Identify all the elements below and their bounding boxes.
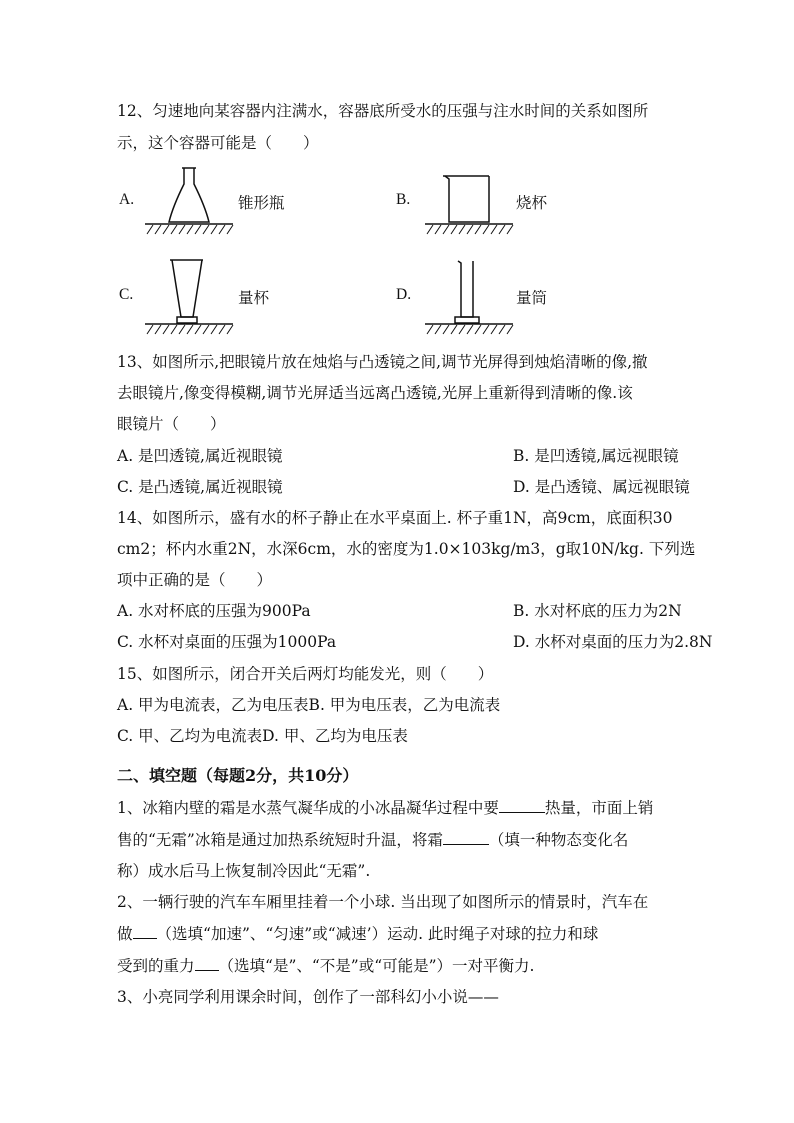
f1-blank-1 bbox=[499, 798, 545, 813]
q12-option-d-letter: D. bbox=[396, 286, 412, 303]
f1-blank-2 bbox=[443, 830, 489, 845]
q12-option-a-label: 锥形瓶 bbox=[238, 194, 285, 212]
f1-text-1a: 1、冰箱内壁的霜是水蒸气凝华成的小冰晶凝华过程中要 bbox=[117, 799, 499, 817]
q12-line-1: 12、匀速地向某容器内注满水，容器底所受水的压强与注水时间的关系如图所 bbox=[117, 102, 649, 120]
section-title: 二、填空题（每题2分，共10分） bbox=[117, 766, 359, 785]
f2-blank-1 bbox=[133, 924, 157, 939]
q14-line-1: 14、如图所示，盛有水的杯子静止在水平桌面上. 杯子重1N，高9cm，底面积30 bbox=[117, 509, 673, 527]
q12-option-c-label: 量杯 bbox=[238, 289, 270, 307]
f2-line-3 bbox=[117, 956, 714, 976]
f2-text-2b: （选填“加速”、“匀速”或“减速’）运动. 此时绳子对球的拉力和球 bbox=[156, 925, 599, 943]
q14-line-3: 项中正确的是（ ） bbox=[117, 571, 273, 589]
q14-line-2: cm2；杯内水重2N，水深6cm，水的密度为1.0×103kg/m3，g取10N/kg. 下列选 bbox=[117, 540, 696, 558]
f1-text-2a: 售的“无霜”冰箱是通过加热系统短时升温，将霜 bbox=[117, 831, 443, 849]
conical-flask-icon bbox=[143, 164, 235, 236]
graduated-cylinder-icon bbox=[423, 255, 515, 335]
q14-option-c: C. 水杯对桌面的压强为1000Pa bbox=[117, 633, 337, 651]
beaker-icon bbox=[423, 168, 515, 236]
q13-option-a: A. 是凹透镜,属近视眼镜 bbox=[117, 447, 283, 465]
measuring-cup-icon bbox=[143, 255, 235, 335]
q13-option-c: C. 是凸透镜,属近视眼镜 bbox=[117, 478, 283, 496]
q12-option-c-letter: C. bbox=[119, 286, 134, 303]
q14-options-row-2 bbox=[117, 632, 714, 652]
q15-line-1: 15、如图所示，闭合开关后两灯均能发光，则（ ） bbox=[117, 665, 494, 683]
f1-text-1b: 热量，市面上销 bbox=[544, 799, 654, 817]
q13-line-2: 去眼镜片,像变得模糊,调节光屏适当远离凸透镜,光屏上重新得到清晰的像.该 bbox=[117, 384, 633, 402]
f1-text-2b: （填一种物态变化名 bbox=[488, 831, 629, 849]
q13-line-1: 13、如图所示,把眼镜片放在烛焰与凸透镜之间,调节光屏得到烛焰清晰的像,撤 bbox=[117, 353, 648, 371]
f1-line-1 bbox=[117, 798, 714, 818]
q14-option-d: D. 水杯对桌面的压力为2.8N bbox=[513, 633, 713, 651]
q12-option-b-label: 烧杯 bbox=[516, 194, 548, 212]
f2-text-2a: 做 bbox=[117, 925, 133, 943]
q12-option-b-letter: B. bbox=[396, 191, 411, 208]
f2-text-3a: 受到的重力 bbox=[117, 957, 195, 975]
q13-options-row-2 bbox=[117, 477, 714, 497]
f2-blank-2 bbox=[195, 956, 219, 971]
q15-line-3: C. 甲、乙均为电流表D. 甲、乙均为电压表 bbox=[117, 727, 408, 745]
q13-options-row-1 bbox=[117, 446, 714, 466]
q12-option-d-label: 量筒 bbox=[516, 289, 548, 307]
q14-option-a: A. 水对杯底的压强为900Pa bbox=[117, 602, 311, 620]
q14-option-b: B. 水对杯底的压力为2N bbox=[513, 602, 682, 620]
q12-line-2: 示，这个容器可能是（ ） bbox=[117, 134, 319, 152]
q12-option-a-letter: A. bbox=[119, 191, 135, 208]
q13-option-b: B. 是凹透镜,属远视眼镜 bbox=[513, 447, 679, 465]
f2-line-1: 2、一辆行驶的汽车车厢里挂着一个小球. 当出现了如图所示的情景时，汽车在 bbox=[117, 893, 649, 911]
f2-text-3b: （选填“是”、“不是”或“可能是”）一对平衡力. bbox=[218, 957, 535, 975]
f1-line-3: 称）成水后马上恢复制冷因此“无霜”. bbox=[117, 862, 371, 880]
q13-option-d: D. 是凸透镜、属远视眼镜 bbox=[513, 478, 690, 496]
f3-line-1: 3、小亮同学利用课余时间，创作了一部科幻小小说—— bbox=[117, 988, 499, 1006]
f1-line-2 bbox=[117, 830, 714, 850]
q14-options-row-1 bbox=[117, 601, 714, 621]
q15-line-2: A. 甲为电流表，乙为电压表B. 甲为电压表，乙为电流表 bbox=[117, 696, 501, 714]
f2-line-2 bbox=[117, 924, 714, 944]
q13-line-3: 眼镜片（ ） bbox=[117, 415, 226, 433]
